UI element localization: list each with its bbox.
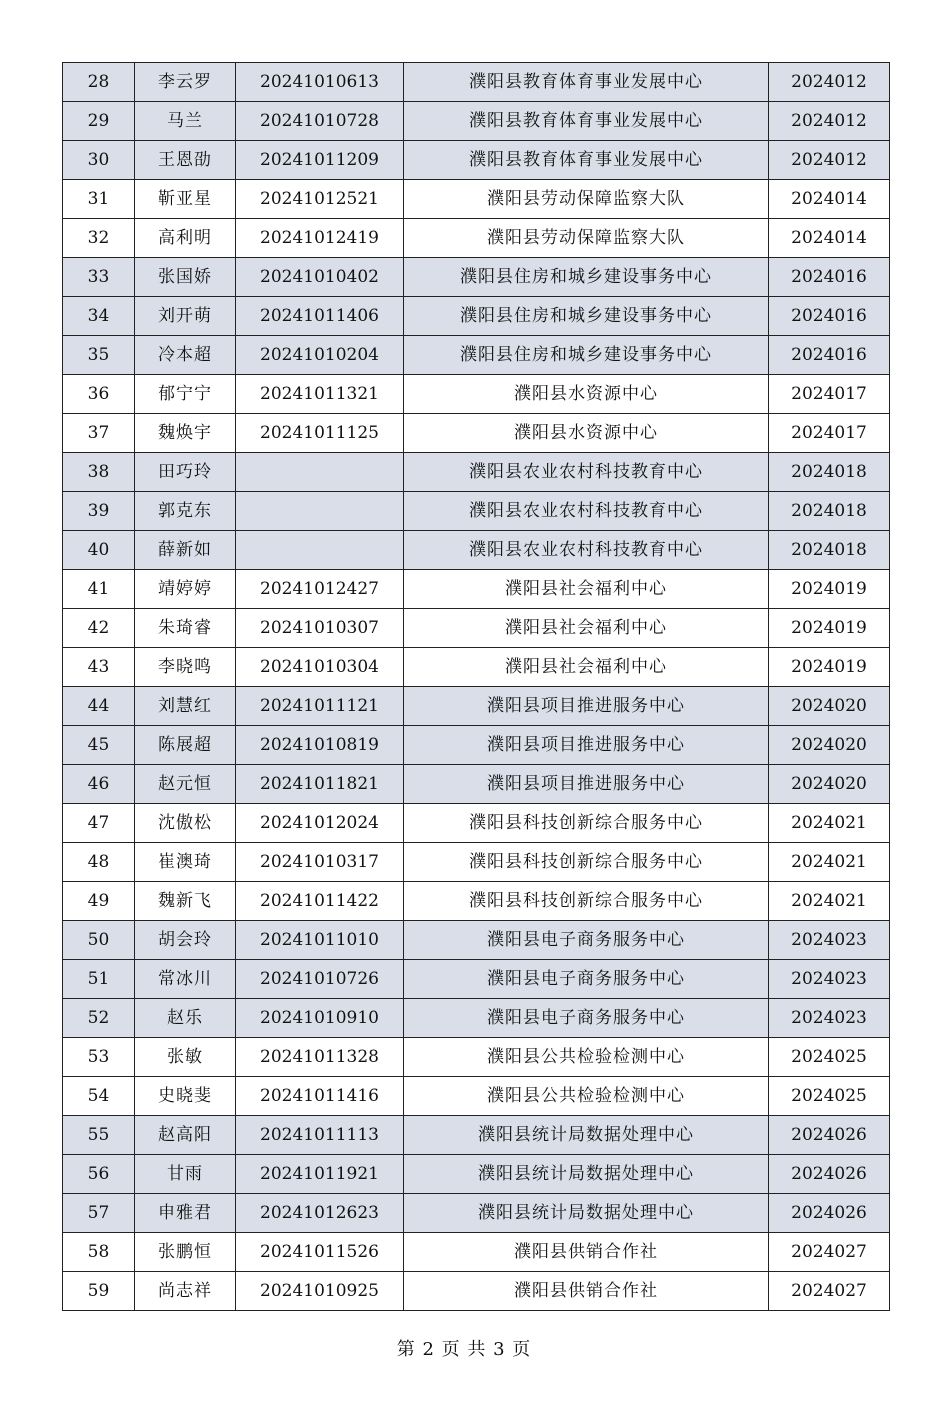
cell-index: 52 bbox=[63, 999, 135, 1038]
cell-exam-id: 20241010613 bbox=[236, 63, 404, 102]
cell-exam-id bbox=[236, 492, 404, 531]
cell-exam-id: 20241012521 bbox=[236, 180, 404, 219]
cell-exam-id: 20241011010 bbox=[236, 921, 404, 960]
cell-unit: 濮阳县统计局数据处理中心 bbox=[404, 1155, 769, 1194]
table-row bbox=[63, 882, 890, 921]
cell-name: 靳亚星 bbox=[135, 180, 236, 219]
cell-unit: 濮阳县社会福利中心 bbox=[404, 609, 769, 648]
cell-name: 常冰川 bbox=[135, 960, 236, 999]
cell-position-code: 2024019 bbox=[769, 570, 890, 609]
cell-name: 胡会玲 bbox=[135, 921, 236, 960]
cell-name: 王恩劭 bbox=[135, 141, 236, 180]
cell-position-code: 2024027 bbox=[769, 1272, 890, 1311]
cell-name: 刘开萌 bbox=[135, 297, 236, 336]
table-row bbox=[63, 999, 890, 1038]
table-row bbox=[63, 960, 890, 999]
cell-name: 赵元恒 bbox=[135, 765, 236, 804]
table-row bbox=[63, 492, 890, 531]
cell-name: 沈傲松 bbox=[135, 804, 236, 843]
cell-position-code: 2024017 bbox=[769, 375, 890, 414]
cell-name: 郭克东 bbox=[135, 492, 236, 531]
table-row bbox=[63, 63, 890, 102]
cell-name: 李晓鸣 bbox=[135, 648, 236, 687]
cell-unit: 濮阳县电子商务服务中心 bbox=[404, 960, 769, 999]
cell-index: 49 bbox=[63, 882, 135, 921]
table-row bbox=[63, 297, 890, 336]
cell-position-code: 2024025 bbox=[769, 1077, 890, 1116]
table-body bbox=[63, 63, 890, 1311]
cell-index: 57 bbox=[63, 1194, 135, 1233]
cell-position-code: 2024016 bbox=[769, 336, 890, 375]
cell-exam-id: 20241011416 bbox=[236, 1077, 404, 1116]
table-row bbox=[63, 453, 890, 492]
table-row bbox=[63, 102, 890, 141]
table-row bbox=[63, 1194, 890, 1233]
cell-exam-id bbox=[236, 453, 404, 492]
cell-name: 张敏 bbox=[135, 1038, 236, 1077]
cell-index: 39 bbox=[63, 492, 135, 531]
cell-exam-id: 20241011113 bbox=[236, 1116, 404, 1155]
cell-name: 薛新如 bbox=[135, 531, 236, 570]
cell-position-code: 2024012 bbox=[769, 63, 890, 102]
cell-name: 魏焕宇 bbox=[135, 414, 236, 453]
cell-index: 58 bbox=[63, 1233, 135, 1272]
cell-exam-id: 20241012427 bbox=[236, 570, 404, 609]
cell-index: 42 bbox=[63, 609, 135, 648]
cell-index: 34 bbox=[63, 297, 135, 336]
cell-index: 35 bbox=[63, 336, 135, 375]
cell-name: 李云罗 bbox=[135, 63, 236, 102]
cell-index: 29 bbox=[63, 102, 135, 141]
cell-position-code: 2024023 bbox=[769, 960, 890, 999]
cell-index: 37 bbox=[63, 414, 135, 453]
cell-unit: 濮阳县统计局数据处理中心 bbox=[404, 1116, 769, 1155]
cell-exam-id: 20241010317 bbox=[236, 843, 404, 882]
cell-index: 44 bbox=[63, 687, 135, 726]
cell-unit: 濮阳县公共检验检测中心 bbox=[404, 1077, 769, 1116]
cell-position-code: 2024021 bbox=[769, 843, 890, 882]
cell-exam-id: 20241011321 bbox=[236, 375, 404, 414]
cell-index: 48 bbox=[63, 843, 135, 882]
cell-index: 30 bbox=[63, 141, 135, 180]
cell-index: 38 bbox=[63, 453, 135, 492]
cell-unit: 濮阳县劳动保障监察大队 bbox=[404, 219, 769, 258]
cell-position-code: 2024020 bbox=[769, 726, 890, 765]
table-row bbox=[63, 804, 890, 843]
table-row bbox=[63, 1077, 890, 1116]
table-row bbox=[63, 258, 890, 297]
cell-unit: 濮阳县社会福利中心 bbox=[404, 648, 769, 687]
cell-position-code: 2024025 bbox=[769, 1038, 890, 1077]
cell-exam-id bbox=[236, 531, 404, 570]
cell-exam-id: 20241011406 bbox=[236, 297, 404, 336]
cell-name: 田巧玲 bbox=[135, 453, 236, 492]
cell-name: 冷本超 bbox=[135, 336, 236, 375]
cell-position-code: 2024020 bbox=[769, 765, 890, 804]
cell-unit: 濮阳县项目推进服务中心 bbox=[404, 687, 769, 726]
cell-exam-id: 20241012024 bbox=[236, 804, 404, 843]
table-row bbox=[63, 180, 890, 219]
cell-index: 31 bbox=[63, 180, 135, 219]
cell-exam-id: 20241011209 bbox=[236, 141, 404, 180]
cell-position-code: 2024017 bbox=[769, 414, 890, 453]
table-row bbox=[63, 570, 890, 609]
cell-unit: 濮阳县电子商务服务中心 bbox=[404, 999, 769, 1038]
cell-exam-id: 20241010307 bbox=[236, 609, 404, 648]
cell-position-code: 2024012 bbox=[769, 102, 890, 141]
cell-position-code: 2024026 bbox=[769, 1194, 890, 1233]
page-number: 第 2 页 共 3 页 bbox=[396, 1339, 532, 1360]
cell-exam-id: 20241012419 bbox=[236, 219, 404, 258]
cell-exam-id: 20241010910 bbox=[236, 999, 404, 1038]
table-row bbox=[63, 609, 890, 648]
cell-name: 申雅君 bbox=[135, 1194, 236, 1233]
cell-unit: 濮阳县项目推进服务中心 bbox=[404, 726, 769, 765]
cell-index: 51 bbox=[63, 960, 135, 999]
cell-position-code: 2024016 bbox=[769, 297, 890, 336]
cell-index: 50 bbox=[63, 921, 135, 960]
cell-name: 史晓斐 bbox=[135, 1077, 236, 1116]
table-row bbox=[63, 141, 890, 180]
table-row bbox=[63, 336, 890, 375]
cell-position-code: 2024027 bbox=[769, 1233, 890, 1272]
table-row bbox=[63, 1233, 890, 1272]
cell-name: 靖婷婷 bbox=[135, 570, 236, 609]
table-row bbox=[63, 843, 890, 882]
cell-position-code: 2024021 bbox=[769, 804, 890, 843]
cell-name: 魏新飞 bbox=[135, 882, 236, 921]
cell-exam-id: 20241010728 bbox=[236, 102, 404, 141]
cell-exam-id: 20241011422 bbox=[236, 882, 404, 921]
cell-exam-id: 20241010726 bbox=[236, 960, 404, 999]
cell-unit: 濮阳县供销合作社 bbox=[404, 1233, 769, 1272]
cell-name: 甘雨 bbox=[135, 1155, 236, 1194]
cell-name: 朱琦睿 bbox=[135, 609, 236, 648]
cell-position-code: 2024020 bbox=[769, 687, 890, 726]
cell-unit: 濮阳县项目推进服务中心 bbox=[404, 765, 769, 804]
cell-unit: 濮阳县水资源中心 bbox=[404, 414, 769, 453]
cell-index: 43 bbox=[63, 648, 135, 687]
cell-name: 赵乐 bbox=[135, 999, 236, 1038]
cell-name: 赵高阳 bbox=[135, 1116, 236, 1155]
cell-unit: 濮阳县科技创新综合服务中心 bbox=[404, 882, 769, 921]
cell-name: 郁宁宁 bbox=[135, 375, 236, 414]
cell-exam-id: 20241010304 bbox=[236, 648, 404, 687]
cell-exam-id: 20241010204 bbox=[236, 336, 404, 375]
cell-index: 55 bbox=[63, 1116, 135, 1155]
cell-exam-id: 20241011121 bbox=[236, 687, 404, 726]
cell-exam-id: 20241011821 bbox=[236, 765, 404, 804]
cell-index: 45 bbox=[63, 726, 135, 765]
cell-position-code: 2024019 bbox=[769, 648, 890, 687]
cell-index: 41 bbox=[63, 570, 135, 609]
cell-position-code: 2024016 bbox=[769, 258, 890, 297]
cell-unit: 濮阳县教育体育事业发展中心 bbox=[404, 63, 769, 102]
cell-unit: 濮阳县劳动保障监察大队 bbox=[404, 180, 769, 219]
cell-unit: 濮阳县水资源中心 bbox=[404, 375, 769, 414]
cell-position-code: 2024023 bbox=[769, 999, 890, 1038]
cell-unit: 濮阳县教育体育事业发展中心 bbox=[404, 141, 769, 180]
cell-position-code: 2024014 bbox=[769, 180, 890, 219]
cell-name: 陈展超 bbox=[135, 726, 236, 765]
cell-position-code: 2024019 bbox=[769, 609, 890, 648]
cell-unit: 濮阳县公共检验检测中心 bbox=[404, 1038, 769, 1077]
cell-position-code: 2024026 bbox=[769, 1155, 890, 1194]
cell-position-code: 2024018 bbox=[769, 492, 890, 531]
cell-exam-id: 20241011125 bbox=[236, 414, 404, 453]
cell-position-code: 2024021 bbox=[769, 882, 890, 921]
table-row bbox=[63, 921, 890, 960]
table-row bbox=[63, 219, 890, 258]
cell-name: 张国娇 bbox=[135, 258, 236, 297]
cell-index: 36 bbox=[63, 375, 135, 414]
cell-exam-id: 20241010925 bbox=[236, 1272, 404, 1311]
cell-index: 53 bbox=[63, 1038, 135, 1077]
table-row bbox=[63, 414, 890, 453]
cell-unit: 濮阳县农业农村科技教育中心 bbox=[404, 492, 769, 531]
cell-unit: 濮阳县统计局数据处理中心 bbox=[404, 1194, 769, 1233]
cell-name: 张鹏恒 bbox=[135, 1233, 236, 1272]
cell-position-code: 2024012 bbox=[769, 141, 890, 180]
cell-unit: 濮阳县社会福利中心 bbox=[404, 570, 769, 609]
cell-exam-id: 20241011328 bbox=[236, 1038, 404, 1077]
cell-unit: 濮阳县农业农村科技教育中心 bbox=[404, 453, 769, 492]
results-table bbox=[62, 62, 890, 1311]
cell-name: 尚志祥 bbox=[135, 1272, 236, 1311]
cell-exam-id: 20241011526 bbox=[236, 1233, 404, 1272]
cell-unit: 濮阳县供销合作社 bbox=[404, 1272, 769, 1311]
cell-index: 56 bbox=[63, 1155, 135, 1194]
table-row bbox=[63, 1038, 890, 1077]
cell-unit: 濮阳县农业农村科技教育中心 bbox=[404, 531, 769, 570]
cell-name: 刘慧红 bbox=[135, 687, 236, 726]
cell-index: 59 bbox=[63, 1272, 135, 1311]
cell-index: 54 bbox=[63, 1077, 135, 1116]
cell-position-code: 2024023 bbox=[769, 921, 890, 960]
cell-unit: 濮阳县住房和城乡建设事务中心 bbox=[404, 258, 769, 297]
cell-unit: 濮阳县科技创新综合服务中心 bbox=[404, 843, 769, 882]
table-row bbox=[63, 531, 890, 570]
cell-unit: 濮阳县住房和城乡建设事务中心 bbox=[404, 336, 769, 375]
cell-index: 28 bbox=[63, 63, 135, 102]
cell-position-code: 2024018 bbox=[769, 531, 890, 570]
table-row bbox=[63, 1116, 890, 1155]
cell-index: 47 bbox=[63, 804, 135, 843]
cell-exam-id: 20241012623 bbox=[236, 1194, 404, 1233]
cell-name: 崔澳琦 bbox=[135, 843, 236, 882]
cell-name: 马兰 bbox=[135, 102, 236, 141]
table-row bbox=[63, 375, 890, 414]
cell-unit: 濮阳县电子商务服务中心 bbox=[404, 921, 769, 960]
table-row bbox=[63, 1272, 890, 1311]
table-row bbox=[63, 1155, 890, 1194]
cell-exam-id: 20241010819 bbox=[236, 726, 404, 765]
cell-index: 46 bbox=[63, 765, 135, 804]
table-row bbox=[63, 726, 890, 765]
cell-index: 40 bbox=[63, 531, 135, 570]
cell-unit: 濮阳县教育体育事业发展中心 bbox=[404, 102, 769, 141]
cell-exam-id: 20241011921 bbox=[236, 1155, 404, 1194]
cell-unit: 濮阳县住房和城乡建设事务中心 bbox=[404, 297, 769, 336]
cell-position-code: 2024018 bbox=[769, 453, 890, 492]
table-row bbox=[63, 687, 890, 726]
cell-exam-id: 20241010402 bbox=[236, 258, 404, 297]
cell-index: 33 bbox=[63, 258, 135, 297]
cell-index: 32 bbox=[63, 219, 135, 258]
table-row bbox=[63, 765, 890, 804]
cell-position-code: 2024014 bbox=[769, 219, 890, 258]
cell-position-code: 2024026 bbox=[769, 1116, 890, 1155]
cell-name: 高利明 bbox=[135, 219, 236, 258]
table-row bbox=[63, 648, 890, 687]
cell-unit: 濮阳县科技创新综合服务中心 bbox=[404, 804, 769, 843]
